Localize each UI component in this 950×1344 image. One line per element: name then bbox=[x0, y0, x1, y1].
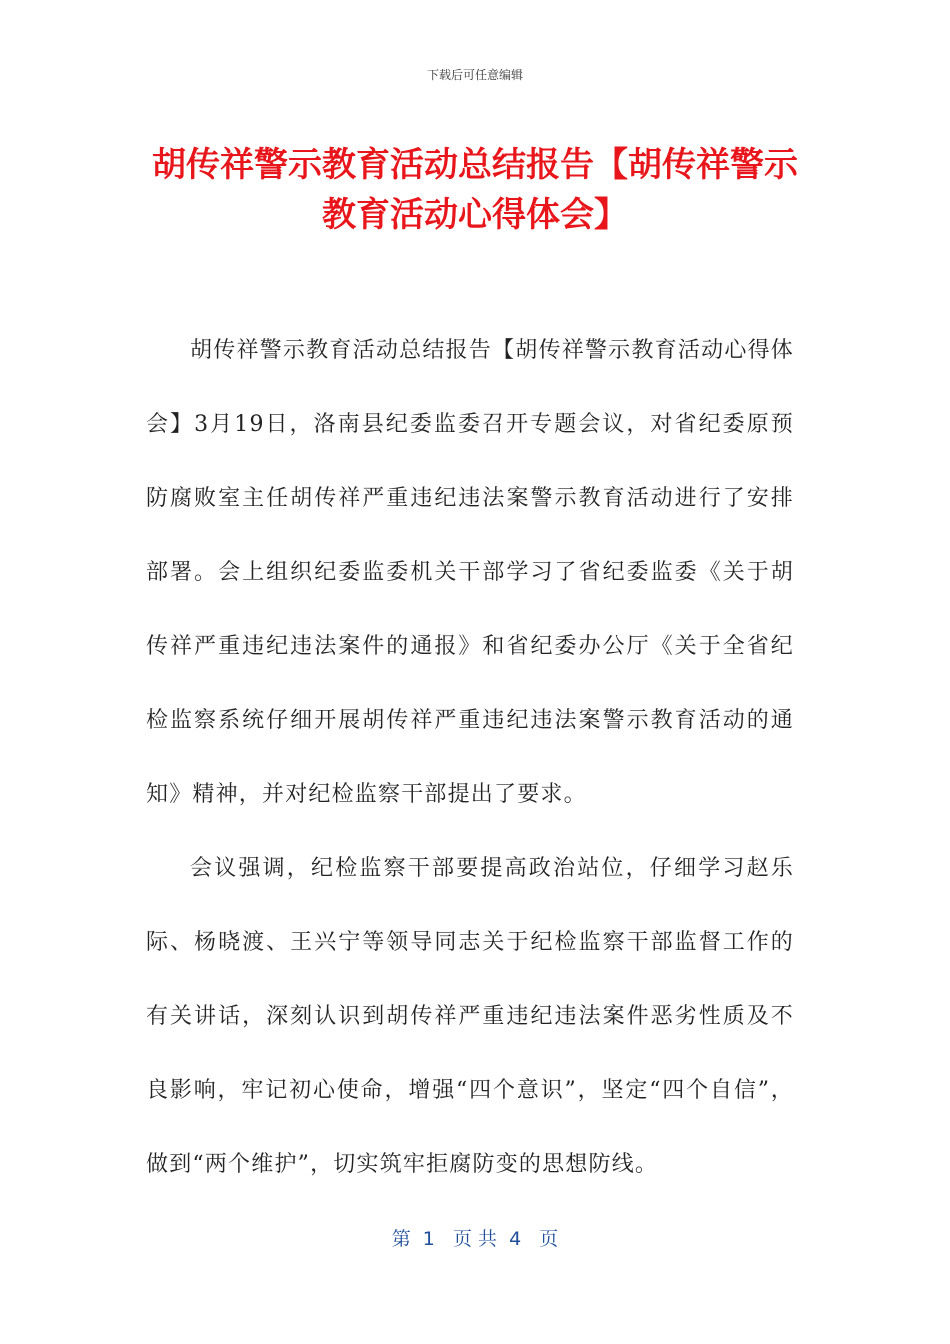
paragraph-1: 胡传祥警示教育活动总结报告【胡传祥警示教育活动心得体会】3月19日，洛南县纪委监委召开专题会议，对省纪委原预防腐败室主任胡传祥严重违纪违法案警示教育活动进行了安排部署。会上组织纪委监委机关干部学习了省纪委监委《关于胡传祥严重违纪违法案件的通报》和省纪委办公厅《关于全省纪检监察系统仔细开展胡传祥严重违纪违法案警示教育活动的通知》精神，并对纪检监察干部提出了要求。 bbox=[146, 338, 794, 807]
document-body bbox=[146, 314, 794, 1202]
paragraph-2: 会议强调，纪检监察干部要提高政治站位，仔细学习赵乐际、杨晓渡、王兴宁等领导同志关于纪检监察干部监督工作的有关讲话，深刻认识到胡传祥严重违纪违法案件恶劣性质及不良影响，牢记初心使命，增强“四个意识”，坚定“四个自信”，做到“两个维护”，切实筑牢拒腐防变的思想防线。 bbox=[146, 856, 794, 1177]
document-title: 胡传祥警示教育活动总结报告【胡传祥警示教育活动心得体会】 bbox=[152, 145, 798, 235]
header-note: 下载后可任意编辑 bbox=[426, 68, 523, 82]
page-footer: 第 1 页 共 4 页 bbox=[391, 1228, 559, 1250]
